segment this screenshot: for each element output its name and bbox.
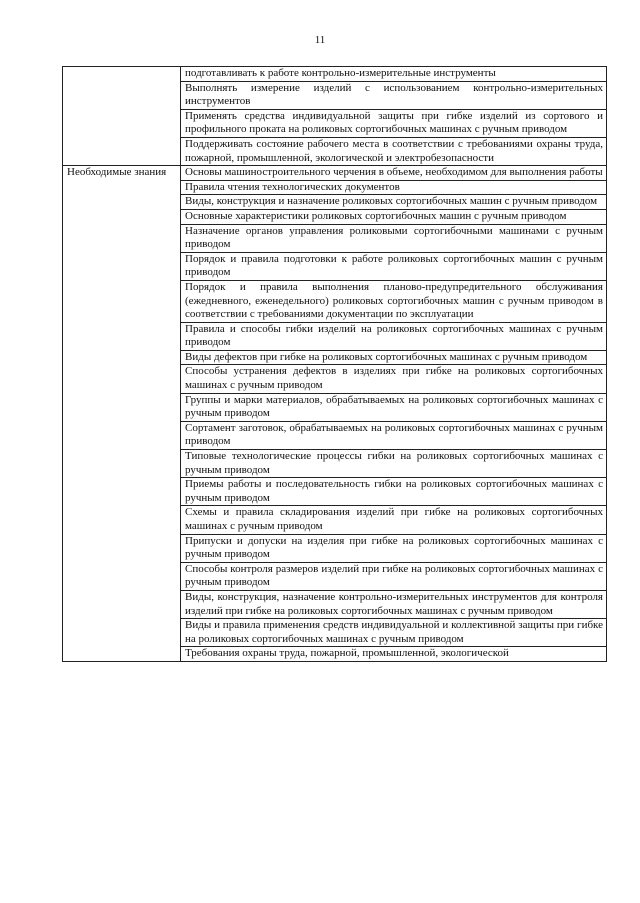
requirement-cell: Приемы работы и последовательность гибки на роликовых сортогибочных машинах с ручным приводом bbox=[181, 478, 607, 506]
requirement-cell: Схемы и правила складирования изделий при гибке на роликовых сортогибочных машинах с ручным приводом bbox=[181, 506, 607, 534]
requirement-cell: Припуски и допуски на изделия при гибке на роликовых сортогибочных машинах с ручным приводом bbox=[181, 534, 607, 562]
competency-table bbox=[62, 66, 607, 662]
requirement-cell: Группы и марки материалов, обрабатываемых на роликовых сортогибочных машинах с ручным приводом bbox=[181, 393, 607, 421]
page-number: 11 bbox=[314, 34, 326, 46]
competency-table-body bbox=[63, 67, 607, 662]
requirement-cell: Правила чтения технологических документов bbox=[181, 180, 607, 195]
requirement-cell: Применять средства индивидуальной защиты при гибке изделий из сортового и профильного проката на роликовых сортогибочных машинах с ручным приводом bbox=[181, 109, 607, 137]
section-label bbox=[63, 67, 181, 166]
table-row bbox=[63, 67, 607, 82]
requirement-cell: Способы устранения дефектов в изделиях при гибке на роликовых сортогибочных машинах с ручным приводом bbox=[181, 365, 607, 393]
requirement-cell: Виды и правила применения средств индивидуальной и коллективной защиты при гибке на роликовых сортогибочных машинах с ручным приводом bbox=[181, 619, 607, 647]
requirement-cell: Правила и способы гибки изделий на роликовых сортогибочных машинах с ручным приводом bbox=[181, 322, 607, 350]
requirement-cell: Виды, конструкция, назначение контрольно-измерительных инструментов для контроля изделий при гибке на роликовых сортогибочных машинах с ручным приводом bbox=[181, 590, 607, 618]
requirement-cell: Порядок и правила выполнения планово-предупредительного обслуживания (ежедневного, еженедельного) роликовых сортогибочных машин с ручным приводом в соответствии с требованиями документации по эксплуатации bbox=[181, 280, 607, 322]
requirement-cell: подготавливать к работе контрольно-измерительные инструменты bbox=[181, 67, 607, 82]
requirement-cell: Виды дефектов при гибке на роликовых сортогибочных машинах с ручным приводом bbox=[181, 350, 607, 365]
requirement-cell: Поддерживать состояние рабочего места в соответствии с требованиями охраны труда, пожарной, промышленной, экологической и электробезопасности bbox=[181, 137, 607, 165]
requirement-cell: Сортамент заготовок, обрабатываемых на роликовых сортогибочных машинах с ручным приводом bbox=[181, 421, 607, 449]
requirement-cell: Виды, конструкция и назначение роликовых сортогибочных машин с ручным приводом bbox=[181, 195, 607, 210]
requirement-cell: Выполнять измерение изделий с использованием контрольно-измерительных инструментов bbox=[181, 81, 607, 109]
requirement-cell: Назначение органов управления роликовыми сортогибочными машинами с ручным приводом bbox=[181, 224, 607, 252]
requirement-cell: Основные характеристики роликовых сортогибочных машин с ручным приводом bbox=[181, 209, 607, 224]
requirement-cell: Требования охраны труда, пожарной, промышленной, экологической bbox=[181, 647, 607, 662]
requirement-cell: Основы машиностроительного черчения в объеме, необходимом для выполнения работы bbox=[181, 166, 607, 181]
requirement-cell: Типовые технологические процессы гибки на роликовых сортогибочных машинах с ручным приводом bbox=[181, 450, 607, 478]
requirement-cell: Порядок и правила подготовки к работе роликовых сортогибочных машин с ручным приводом bbox=[181, 252, 607, 280]
table-row bbox=[63, 166, 607, 181]
requirement-cell: Способы контроля размеров изделий при гибке на роликовых сортогибочных машинах с ручным приводом bbox=[181, 562, 607, 590]
section-label: Необходимые знания bbox=[63, 166, 181, 662]
